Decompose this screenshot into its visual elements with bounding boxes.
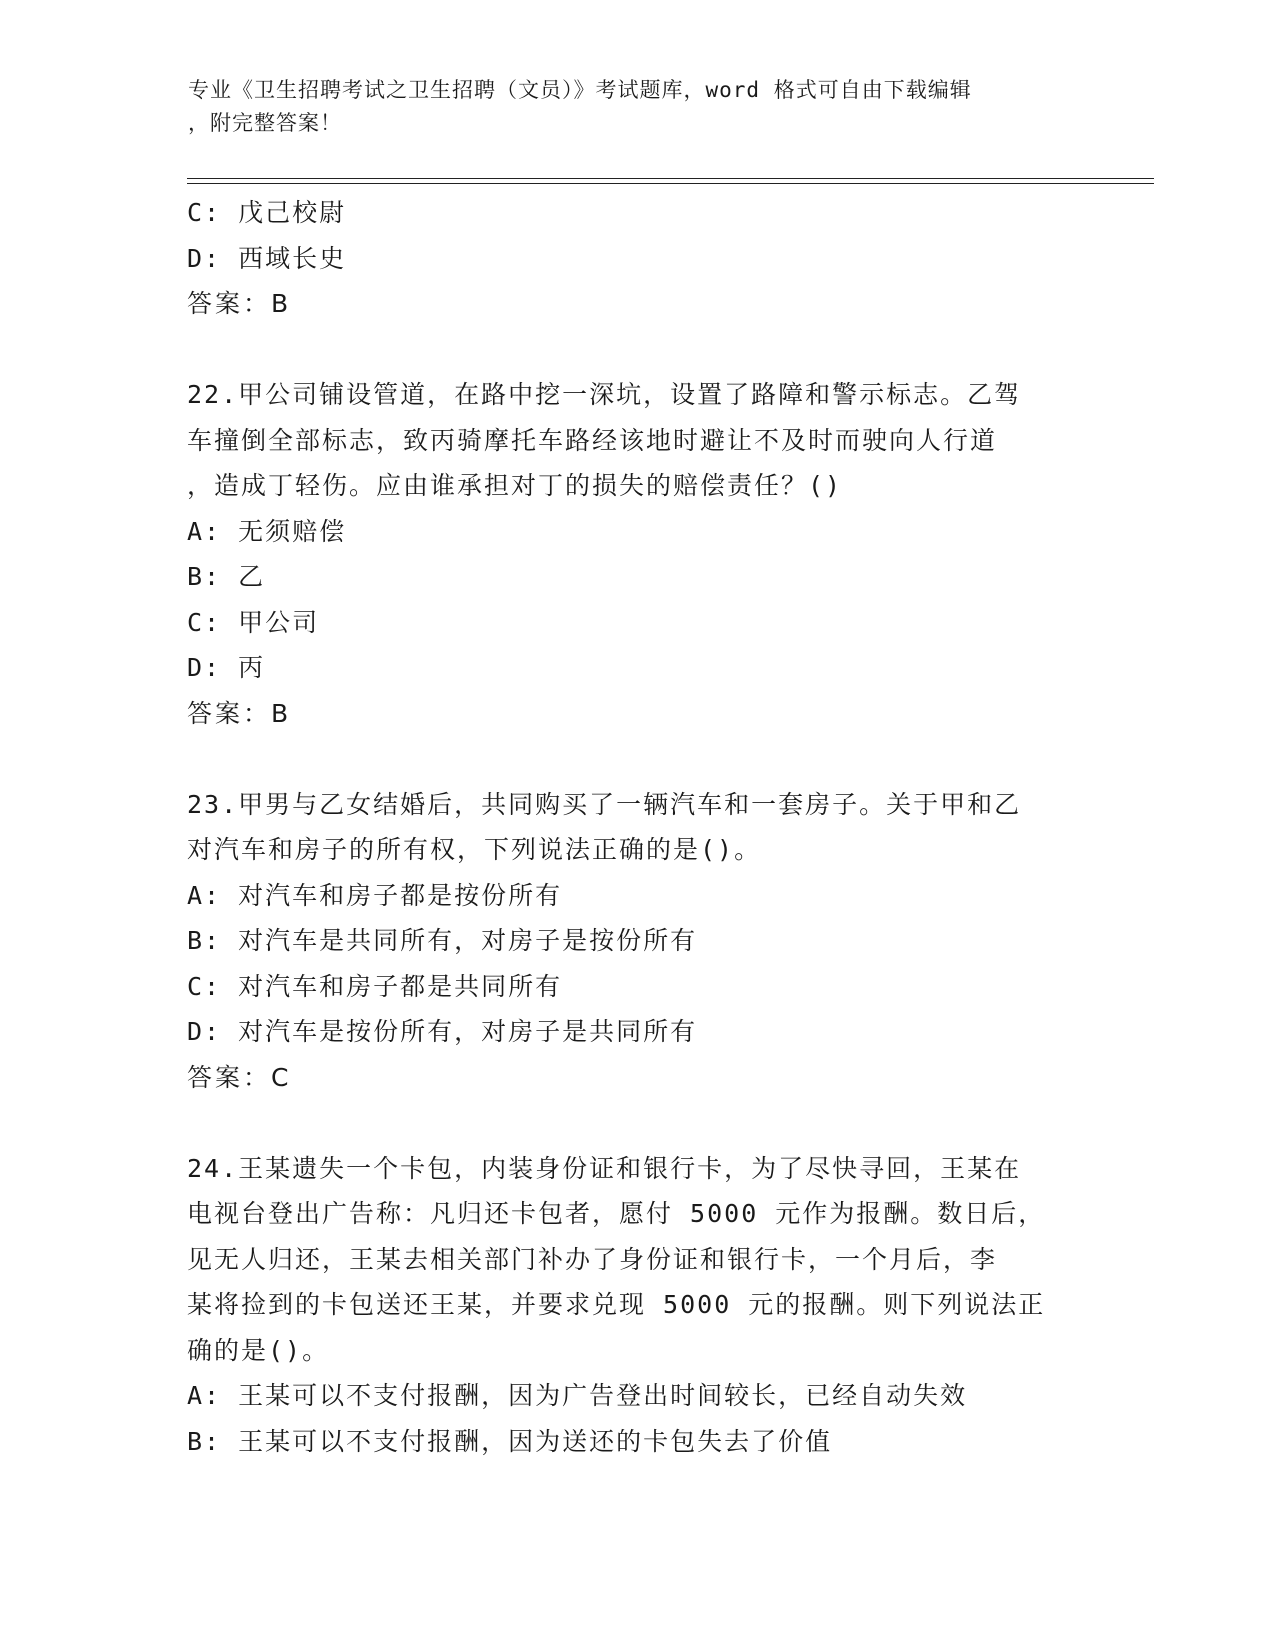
option-a: A: 王某可以不支付报酬，因为广告登出时间较长，已经自动失效 bbox=[187, 1381, 968, 1410]
option-b: B: 王某可以不支付报酬，因为送还的卡包失去了价值 bbox=[187, 1426, 833, 1456]
option-d: D: 对汽车是按份所有，对房子是共同所有 bbox=[187, 1017, 698, 1046]
answer: 答案：C bbox=[187, 1062, 292, 1092]
option-b: B: 乙 bbox=[187, 562, 266, 591]
option-b: B: 对汽车是共同所有，对房子是按份所有 bbox=[187, 926, 698, 955]
option-a: A: 对汽车和房子都是按份所有 bbox=[187, 880, 563, 910]
header-divider bbox=[187, 178, 1154, 179]
question-text: 见无人归还，王某去相关部门补办了身份证和银行卡，一个月后，李 bbox=[187, 1244, 998, 1274]
option-a: A: 无须赔偿 bbox=[187, 516, 347, 546]
option-d: D: 丙 bbox=[187, 653, 266, 682]
question-text: 车撞倒全部标志，致丙骑摩托车路经该地时避让不及时而驶向人行道 bbox=[187, 425, 998, 455]
answer: 答案：B bbox=[187, 289, 292, 318]
header-line: ，附完整答案！ bbox=[188, 111, 342, 135]
page-header bbox=[188, 74, 1068, 140]
spacer bbox=[187, 1100, 1087, 1146]
spacer bbox=[187, 327, 1087, 373]
question-text: 对汽车和房子的所有权，下列说法正确的是()。 bbox=[187, 835, 762, 864]
question-text: 确的是()。 bbox=[187, 1335, 330, 1365]
question-text: 电视台登出广告称：凡归还卡包者，愿付 5000 元作为报酬。数日后， bbox=[187, 1199, 1046, 1228]
answer: 答案：B bbox=[187, 698, 292, 728]
question-text: ，造成丁轻伤。应由谁承担对丁的损失的赔偿责任？() bbox=[187, 471, 843, 500]
question-text: 23.甲男与乙女结婚后，共同购买了一辆汽车和一套房子。关于甲和乙 bbox=[187, 789, 1022, 819]
question-text: 某将捡到的卡包送还王某，并要求兑现 5000 元的报酬。则下列说法正 bbox=[187, 1290, 1046, 1319]
option-c: C: 对汽车和房子都是共同所有 bbox=[187, 971, 563, 1001]
question-text: 22.甲公司铺设管道，在路中挖一深坑，设置了路障和警示标志。乙驾 bbox=[187, 380, 1022, 409]
question-text: 24.王某遗失一个卡包，内装身份证和银行卡，为了尽快寻回，王某在 bbox=[187, 1153, 1022, 1183]
question-list bbox=[187, 190, 1087, 1464]
header-divider bbox=[187, 183, 1154, 184]
option-d: D: 西域长史 bbox=[187, 243, 347, 273]
header-line: 专业《卫生招聘考试之卫生招聘（文员）》考试题库，word 格式可自由下载编辑 bbox=[188, 78, 972, 102]
option-c: C: 甲公司 bbox=[187, 607, 320, 637]
spacer bbox=[187, 736, 1087, 782]
option-c: C: 戊己校尉 bbox=[187, 198, 347, 227]
